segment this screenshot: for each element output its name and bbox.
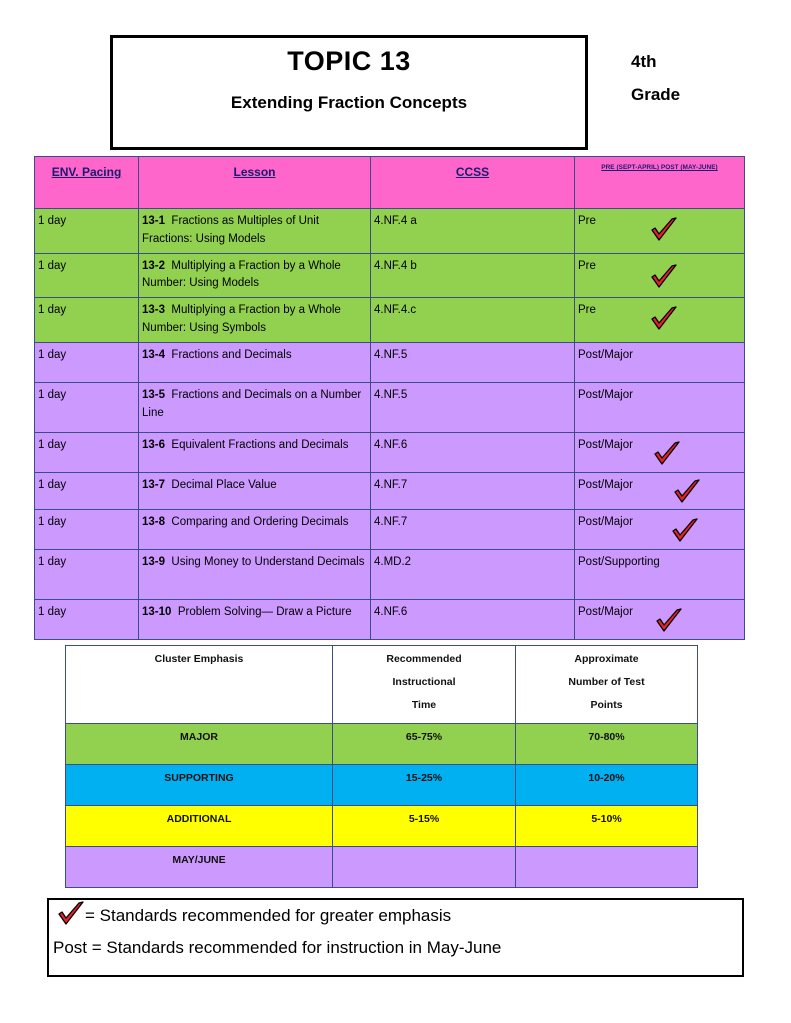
header-ccss: CCSS [371, 157, 575, 209]
cluster-emphasis-table [65, 645, 698, 888]
topic-title-box [110, 35, 588, 150]
ccss-cell: 4.NF.7 [371, 509, 575, 549]
header-lesson: Lesson [139, 157, 371, 209]
header-points-line: Approximate [574, 653, 639, 665]
cluster-row-supporting [66, 765, 698, 806]
lesson-row [35, 599, 745, 639]
pacing-cell: 1 day [35, 599, 139, 639]
lesson-title: Fractions as Multiples of Unit Fractions: Using Models [142, 215, 320, 245]
status-text: Pre [578, 259, 596, 272]
lesson-cell [139, 509, 371, 549]
cluster-points: 10-20% [516, 765, 698, 806]
status-cell [575, 253, 745, 298]
lesson-cell [139, 298, 371, 343]
cluster-name: MAY/JUNE [66, 847, 333, 888]
cluster-row-additional [66, 806, 698, 847]
checkmark-icon [671, 514, 699, 546]
ccss-cell: 4.NF.5 [371, 382, 575, 432]
ccss-cell: 4.NF.6 [371, 599, 575, 639]
lesson-number: 13-8 [142, 515, 166, 528]
cluster-name: SUPPORTING [66, 765, 333, 806]
pacing-cell: 1 day [35, 342, 139, 382]
header-pre-post: PRE (SEPT-APRIL) POST (MAY-JUNE) [575, 157, 745, 209]
lesson-number: 13-9 [142, 555, 166, 568]
status-text: Post/Major [578, 388, 633, 401]
status-text: Post/Major [578, 605, 633, 618]
status-cell [575, 549, 745, 599]
pacing-cell: 1 day [35, 209, 139, 254]
lesson-row [35, 549, 745, 599]
lesson-number: 13-5 [142, 388, 166, 401]
lesson-title: Multiplying a Fraction by a Whole Number: Using Models [142, 259, 341, 290]
status-text: Post/Major [578, 515, 633, 528]
cluster-points: 70-80% [516, 724, 698, 765]
lesson-row [35, 298, 745, 343]
grade-label-line1: 4th [631, 52, 657, 71]
status-cell [575, 432, 745, 472]
legend-check-text: = Standards recommended for greater emphasis [85, 906, 452, 925]
cluster-table-header [66, 646, 698, 724]
checkmark-icon [650, 213, 678, 245]
checkmark-icon [57, 900, 85, 926]
lesson-title: Decimal Place Value [171, 478, 277, 491]
status-cell [575, 599, 745, 639]
status-cell [575, 472, 745, 509]
ccss-cell: 4.NF.5 [371, 342, 575, 382]
checkmark-icon [650, 260, 678, 292]
pacing-cell: 1 day [35, 298, 139, 343]
lesson-title: Fractions and Decimals [171, 348, 292, 361]
lesson-row [35, 253, 745, 298]
status-text: Pre [578, 304, 596, 317]
lesson-cell [139, 599, 371, 639]
lesson-row [35, 382, 745, 432]
cluster-time: 5-15% [333, 806, 516, 847]
legend-box [47, 898, 744, 977]
status-text: Post/Major [578, 438, 633, 451]
status-text: Post/Major [578, 478, 633, 491]
legend-post-text: Post = Standards recommended for instruction in May-June [53, 938, 502, 957]
pacing-cell: 1 day [35, 472, 139, 509]
page-subtitle: Extending Fraction Concepts [230, 93, 468, 112]
lesson-title: Multiplying a Fraction by a Whole Number: Using Symbols [142, 304, 341, 335]
status-cell [575, 209, 745, 254]
header-time-line: Instructional [392, 676, 456, 688]
cluster-row-major [66, 724, 698, 765]
lesson-row [35, 472, 745, 509]
pacing-cell: 1 day [35, 432, 139, 472]
ccss-cell: 4.MD.2 [371, 549, 575, 599]
cluster-time: 65-75% [333, 724, 516, 765]
pacing-cell: 1 day [35, 253, 139, 298]
lesson-cell [139, 432, 371, 472]
checkmark-icon [650, 302, 678, 334]
lesson-title: Problem Solving— Draw a Picture [177, 605, 352, 618]
status-cell [575, 382, 745, 432]
lesson-cell [139, 209, 371, 254]
lesson-number: 13-6 [142, 438, 166, 451]
header-cluster-emphasis-line: Cluster Emphasis [154, 653, 244, 665]
lesson-number: 13-10 [142, 605, 172, 618]
cluster-name: ADDITIONAL [66, 806, 333, 847]
lesson-title: Equivalent Fractions and Decimals [171, 438, 349, 451]
lesson-cell [139, 253, 371, 298]
lesson-number: 13-2 [142, 259, 166, 272]
checkmark-icon [653, 437, 681, 469]
lesson-title: Fractions and Decimals on a Number Line [142, 388, 362, 419]
status-text: Pre [578, 215, 596, 227]
cluster-time [333, 847, 516, 888]
pacing-cell: 1 day [35, 549, 139, 599]
grade-label-line2: Grade [631, 85, 681, 104]
page-title: TOPIC 13 [287, 46, 411, 76]
ccss-cell: 4.NF.6 [371, 432, 575, 472]
lesson-row [35, 432, 745, 472]
pacing-cell: 1 day [35, 382, 139, 432]
header-points-line: Number of Test [568, 676, 645, 688]
header-time-line: Recommended [386, 653, 462, 665]
ccss-cell: 4.NF.7 [371, 472, 575, 509]
ccss-cell: 4.NF.4 a [371, 209, 575, 254]
status-cell [575, 342, 745, 382]
lesson-number: 13-3 [142, 304, 166, 317]
cluster-points: 5-10% [516, 806, 698, 847]
cluster-name: MAJOR [66, 724, 333, 765]
lesson-row [35, 509, 745, 549]
lesson-number: 13-7 [142, 478, 166, 491]
lesson-title: Using Money to Understand Decimals [171, 555, 365, 568]
lesson-table-header [35, 157, 745, 209]
ccss-cell: 4.NF.4.c [371, 298, 575, 343]
header-instructional-time [333, 646, 516, 724]
lesson-cell [139, 342, 371, 382]
checkmark-icon [655, 604, 683, 636]
header-cluster-emphasis [66, 646, 333, 724]
lesson-pacing-table [34, 156, 745, 640]
lesson-title: Comparing and Ordering Decimals [171, 515, 349, 528]
header-test-points [516, 646, 698, 724]
ccss-cell: 4.NF.4 b [371, 253, 575, 298]
cluster-points [516, 847, 698, 888]
lesson-cell [139, 472, 371, 509]
pacing-cell: 1 day [35, 509, 139, 549]
header-points-line: Points [590, 699, 623, 711]
header-pacing: ENV. Pacing [35, 157, 139, 209]
header-time-line: Time [411, 699, 437, 711]
status-text: Post/Supporting [578, 555, 660, 568]
lesson-row [35, 209, 745, 254]
lesson-number: 13-1 [142, 215, 166, 227]
checkmark-icon [673, 475, 701, 507]
lesson-number: 13-4 [142, 348, 166, 361]
cluster-row-may-june [66, 847, 698, 888]
lesson-cell [139, 549, 371, 599]
status-cell [575, 298, 745, 343]
lesson-row [35, 342, 745, 382]
cluster-time: 15-25% [333, 765, 516, 806]
lesson-cell [139, 382, 371, 432]
status-cell [575, 509, 745, 549]
status-text: Post/Major [578, 348, 633, 361]
